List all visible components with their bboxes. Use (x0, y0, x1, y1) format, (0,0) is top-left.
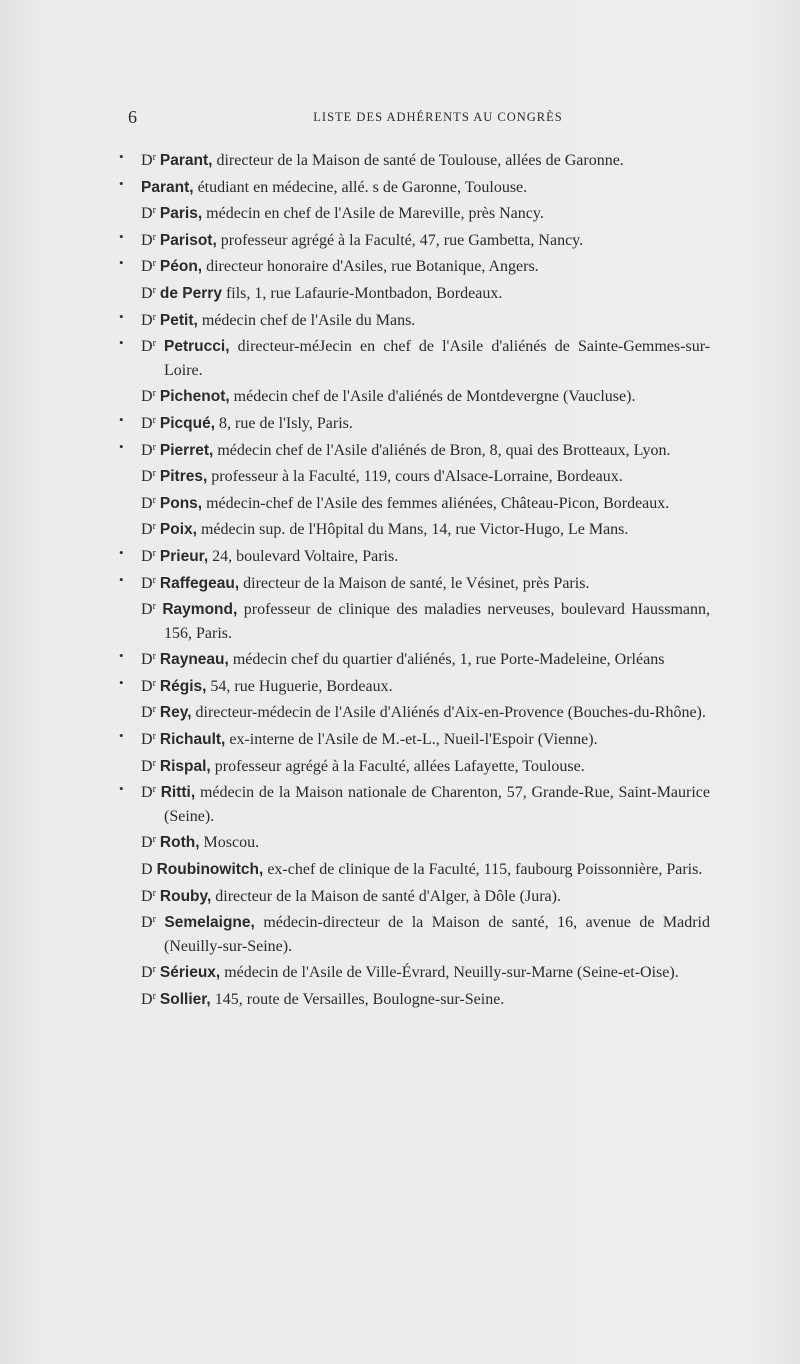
membership-star: • (119, 781, 124, 797)
member-name: Ritti, (160, 784, 196, 802)
member-name: Petit, (159, 311, 198, 329)
membership-star: • (119, 228, 124, 244)
list-item (120, 778, 710, 828)
member-name: Rey, (159, 704, 192, 722)
member-details: directeur de la Maison de santé d'Alger, à Dôle (Jura). (215, 887, 561, 905)
membership-star: • (119, 648, 124, 664)
list-item (120, 515, 710, 542)
member-details: 54, rue Huguerie, Bordeaux. (210, 677, 393, 695)
list-item (120, 489, 710, 516)
list-item (120, 279, 710, 306)
member-name: Péon, (159, 258, 203, 276)
doctor-title: $D^r$ (141, 991, 156, 1008)
list-item (120, 725, 710, 752)
doctor-title: $D^r$ (141, 547, 156, 565)
member-name: Sérieux, (159, 964, 221, 982)
membership-star: • (119, 335, 124, 351)
list-item (120, 252, 710, 279)
doctor-title: $D^r$ (141, 231, 156, 249)
member-details: médecin chef de l'Asile du Mans. (201, 311, 416, 329)
list-item (120, 828, 710, 855)
list-item (120, 173, 710, 200)
member-details: étudiant en médecine, allé. s de Garonne, Toulouse. (197, 178, 528, 196)
member-name: Paris, (159, 205, 203, 223)
member-details: professeur à la Faculté, 119, cours d'Alsace-Lorraine, Bordeaux. (211, 468, 623, 486)
member-details: médecin de la Maison nationale de Charenton, 57, Grande-Rue, Saint-Maurice (Seine). (164, 784, 711, 825)
list-item (120, 958, 710, 985)
member-name: Parisot, (159, 231, 217, 249)
list-item (120, 569, 710, 596)
list-item (120, 985, 710, 1012)
list-item (120, 882, 710, 909)
member-details: 8, rue de l'Isly, Paris. (219, 414, 353, 432)
page-header (128, 107, 708, 131)
doctor-title: $D^r$ (141, 887, 156, 905)
member-name: Petrucci, (164, 338, 230, 356)
doctor-title: $D^r$ (141, 494, 156, 512)
member-name: Richault, (159, 731, 226, 749)
member-name: Pichenot, (159, 388, 230, 406)
membership-star: • (119, 255, 124, 271)
list-item (120, 698, 710, 725)
member-name: Parant, (141, 178, 194, 196)
member-name: Raffegeau, (159, 574, 240, 592)
member-name: Parant, (159, 152, 213, 169)
list-item (120, 146, 710, 173)
doctor-title: $D^r$ (141, 388, 156, 406)
member-details: professeur de clinique des maladies nerveuses, boulevard Haussmann, 156, Paris. (164, 601, 711, 642)
member-details: médecin de l'Asile de Ville-Évrard, Neuilly-sur-Marne (Seine-et-Oise). (224, 964, 679, 982)
member-name: Poix, (159, 521, 197, 539)
member-name: Régis, (159, 677, 207, 695)
membership-star: • (119, 728, 124, 744)
list-item (120, 332, 710, 382)
member-name: de Perry (159, 284, 222, 302)
doctor-title: $D^r$ (141, 441, 156, 459)
member-name: Pons, (159, 494, 203, 512)
doctor-title: $D^r$ (141, 414, 156, 432)
member-name: Pitres, (159, 468, 208, 486)
member-name: Sollier, (159, 991, 211, 1008)
membership-star: • (119, 175, 124, 191)
member-details: directeur de la Maison de santé, le Vésinet, près Paris. (243, 574, 590, 592)
list-item (120, 752, 710, 779)
doctor-title: $D^r$ (141, 311, 156, 329)
member-name: Raymond, (162, 601, 238, 619)
doctor-title: $D^r$ (141, 704, 156, 722)
membership-star: • (119, 544, 124, 560)
member-details: directeur honoraire d'Asiles, rue Botanique, Angers. (206, 258, 539, 276)
member-name: Roth, (159, 834, 200, 852)
list-item (120, 306, 710, 333)
member-details: directeur de la Maison de santé de Toulouse, allées de Garonne. (216, 152, 624, 169)
member-details: médecin sup. de l'Hôpital du Mans, 14, rue Victor-Hugo, Le Mans. (200, 521, 629, 539)
member-details: médecin chef de l'Asile d'aliénés de Bron, 8, quai des Brotteaux, Lyon. (217, 441, 671, 459)
member-details: médecin-chef de l'Asile des femmes aliénées, Château-Picon, Bordeaux. (206, 494, 670, 512)
member-details: médecin chef du quartier d'aliénés, 1, rue Porte-Madeleine, Orléans (232, 651, 665, 669)
membership-star: • (119, 149, 124, 164)
member-details: professeur agrégé à la Faculté, allées Lafayette, Toulouse. (214, 757, 585, 775)
membership-star: • (119, 571, 124, 587)
doctor-title: $D^r$ (141, 284, 156, 302)
list-item (120, 595, 710, 645)
list-item (120, 542, 710, 569)
list-item (120, 855, 710, 882)
member-details: directeur-médecin de l'Asile d'Aliénés d'Aix-en-Provence (Bouches-du-Rhône). (195, 704, 706, 722)
member-details: professeur agrégé à la Faculté, 47, rue Gambetta, Nancy. (220, 231, 584, 249)
member-details: fils, 1, rue Lafaurie-Montbadon, Bordeaux. (225, 284, 503, 302)
member-details: ex-chef de clinique de la Faculté, 115, faubourg Poissonnière, Paris. (267, 861, 703, 879)
doctor-title: $D^r$ (141, 205, 156, 223)
member-details: médecin chef de l'Asile d'aliénés de Montdevergne (Vaucluse). (233, 388, 636, 406)
doctor-title: $D^r$ (141, 338, 156, 356)
doctor-title: $D^r$ (141, 574, 156, 592)
doctor-title: $D^r$ (141, 152, 156, 169)
member-details: 145, route de Versailles, Boulogne-sur-Seine. (214, 991, 505, 1008)
page-number: 6 (128, 107, 137, 127)
membership-star: • (119, 411, 124, 427)
membership-star: • (119, 438, 124, 454)
member-name: Pierret, (159, 441, 214, 459)
doctor-title: $D^r$ (141, 784, 156, 802)
list-item (120, 462, 710, 489)
doctor-title: $D^r$ (141, 468, 156, 486)
doctor-title: $D^r$ (141, 757, 156, 775)
doctor-title: $D^r$ (141, 834, 156, 852)
member-name: Rouby, (159, 887, 212, 905)
doctor-title: $D^r$ (141, 731, 156, 749)
member-name: Semelaigne, (164, 914, 255, 932)
member-details: ex-interne de l'Asile de M.-et-L., Nueil-l'Espoir (Vienne). (229, 731, 598, 749)
list-item (120, 382, 710, 409)
member-details: médecin-directeur de la Maison de santé, 16, avenue de Madrid (Neuilly-sur-Seine). (164, 914, 711, 955)
list-item (120, 436, 710, 463)
list-item (120, 645, 710, 672)
member-name: Roubinowitch, (156, 861, 264, 879)
member-name: Picqué, (159, 414, 216, 432)
doctor-title: $D^r$ (141, 914, 156, 932)
doctor-title: $D^r$ (141, 521, 156, 539)
doctor-title: $D^r$ (141, 258, 156, 276)
doctor-title: $D^r$ (141, 964, 156, 982)
doctor-title: $D^r$ (141, 677, 156, 695)
list-item (120, 199, 710, 226)
running-title: LISTE DES ADHÉRENTS AU CONGRÈS (313, 110, 563, 124)
list-item (120, 409, 710, 436)
doctor-title: D (141, 861, 153, 879)
member-name: Prieur, (159, 547, 209, 565)
member-details: 24, boulevard Voltaire, Paris. (212, 547, 399, 565)
list-item (120, 226, 710, 253)
list-item (120, 672, 710, 699)
doctor-title: $D^r$ (141, 651, 156, 669)
member-name: Rayneau, (159, 651, 229, 669)
list-item (120, 908, 710, 958)
membership-star: • (119, 308, 124, 324)
member-details: médecin en chef de l'Asile de Mareville, près Nancy. (206, 205, 544, 223)
membership-star: • (119, 674, 124, 690)
doctor-title: $D^r$ (141, 601, 156, 619)
member-list (120, 146, 710, 1012)
member-details: Moscou. (203, 834, 260, 852)
member-details: directeur-méJecin en chef de l'Asile d'aliénés de Sainte-Gemmes-sur-Loire. (164, 338, 711, 379)
member-name: Rispal, (159, 757, 211, 775)
